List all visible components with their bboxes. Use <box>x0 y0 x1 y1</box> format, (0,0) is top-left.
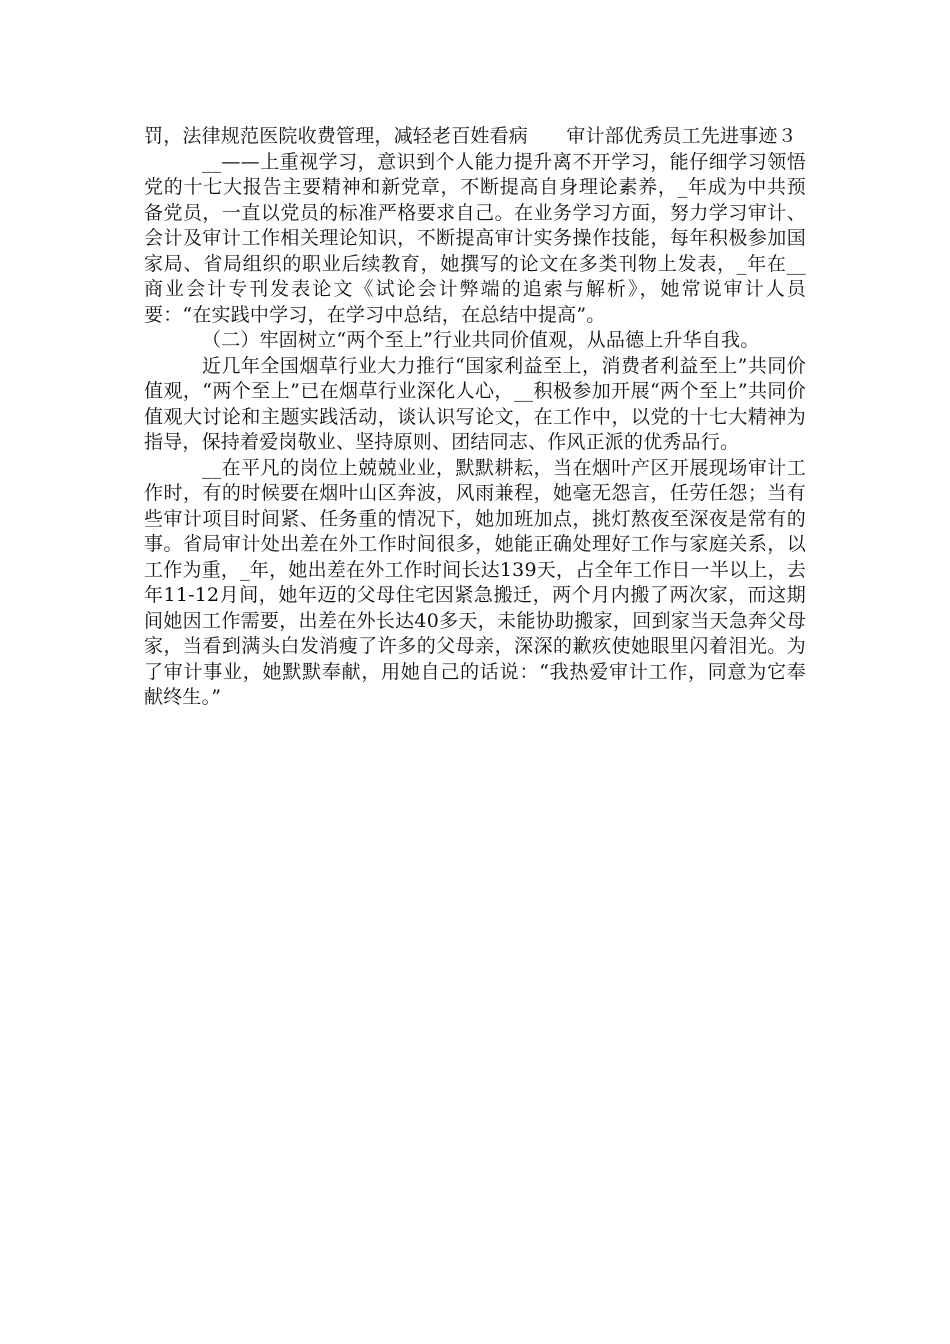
paragraph-4: 近几年全国烟草行业大力推行“国家利益至上，消费者利益至上”共同价值观，“两个至上”已在烟草行业深化人心，__积极参加开展“两个至上”共同价值观大讨论和主题实践活动，谈认识写论文，在工作中，以党的十七大精神为指导，保持着爱岗敬业、坚持原则、团结同志、作风正派的优秀品行。 <box>144 354 806 453</box>
paragraph-1: 罚，法律规范医院收费管理，减轻老百姓看病 审计部优秀员工先进事迹３ <box>144 125 797 147</box>
paragraph-2: __——上重视学习，意识到个人能力提升离不开学习，能仔细学习领悟党的十七大报告主要精神和新党章，不断提高自身理论素养，_年成为中共预备党员，一直以党员的标准严格要求自己。在业务学习方面，努力学习审计、会计及审计工作相关理论知识，不断提高审计实务操作技能，每年积极参加国家局、省局组织的职业后续教育，她撰写的论文在多类刊物上发表，_年在__商业会计专刊发表论文《试论会计弊端的追索与解析》，她常说审计人员要：“在实践中学习，在学习中总结，在总结中提高”。 <box>144 150 806 326</box>
document-body <box>144 124 806 711</box>
paragraph-3: （二）牢固树立“两个至上”行业共同价值观，从品德上升华自我。 <box>202 329 760 351</box>
paragraph-5: __在平凡的岗位上兢兢业业，默默耕耘，当在烟叶产区开展现场审计工作时，有的时候要在烟叶山区奔波，风雨兼程，她毫无怨言，任劳任怨；当有些审计项目时间紧、任务重的情况下，她加班加点，挑灯熬夜至深夜是常有的事。省局审计处出差在外工作时间很多，她能正确处理好工作与家庭关系，以工作为重，_年，她出差在外工作时间长达139天，占全年工作日一半以上，去年11-12月间，她年迈的父母住宅因紧急搬迁，两个月内搬了两次家，而这期间她因工作需要，出差在外长达40多天，未能协助搬家，回到家当天急奔父母家，当看到满头白发消瘦了许多的父母亲，深深的歉疚使她眼里闪着泪光。为了审计事业，她默默奉献，用她自己的话说：“我热爱审计工作，同意为它奉献终生。” <box>144 456 806 708</box>
